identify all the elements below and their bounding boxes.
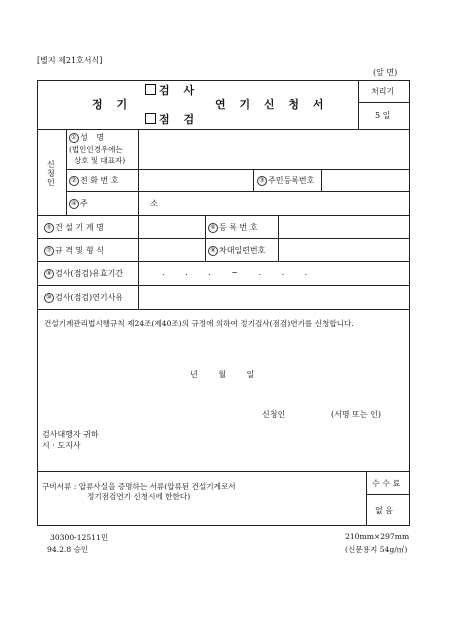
name-label-cell: ① 성 명 (법인인경우에는 상호 및 대표자) (66, 129, 139, 170)
resident-label-cell: ③ 주민등록번호 (253, 169, 322, 192)
checkbox-inspection[interactable] (145, 84, 156, 95)
footer-code: 30300-12511민 (50, 533, 109, 542)
footer-approval: 94.2.8 승인 (47, 545, 89, 554)
footer-size: 210mm×297mm (345, 532, 410, 541)
reg-label-cell: ⑥ 등 록 번 호 (205, 215, 279, 239)
phone-label-cell: ② 전 화 번 호 (66, 169, 139, 192)
processing-value: 5 일 (375, 111, 391, 120)
fee-value: 없 음 (375, 506, 393, 515)
fee-cell (366, 471, 409, 525)
name-label: 성 명 (80, 133, 107, 142)
form-id: [별지 제21호서식] (37, 56, 103, 65)
validity-label-cell: ⑨ 검사(점검)유효기간 (37, 261, 139, 286)
vin-input[interactable] (278, 238, 409, 262)
spec-input[interactable] (138, 238, 206, 262)
name-sub2: 상호 및 대표자) (74, 156, 126, 165)
resident-input[interactable] (321, 169, 409, 192)
signature-label: 신청인 (262, 410, 286, 419)
machine-name-label-cell: ⑤ 건 설 기 계 명 (37, 215, 139, 239)
fee-label: 수 수 료 (372, 479, 401, 488)
name-input[interactable] (138, 129, 409, 170)
name-sub1: (법인인경우에는 (69, 145, 123, 154)
address-label-cell: ④ 주 소 (66, 191, 139, 216)
address-label: 주 소 (80, 199, 188, 208)
title-option-inspection[interactable]: 검 사 (145, 82, 199, 98)
reg-label: 등 록 번 호 (219, 223, 258, 232)
resident-label: 주민등록번호 (268, 176, 315, 185)
machine-name-label: 건 설 기 계 명 (55, 223, 104, 232)
reg-input[interactable] (278, 215, 409, 239)
title-block (37, 80, 358, 129)
title-prefix: 정 기 (92, 98, 133, 111)
checkbox-check[interactable] (145, 113, 156, 124)
spec-label-cell: ⑦ 규 격 및 형 식 (37, 238, 139, 262)
documents-line1: 구비서류 : 압류사실을 증명하는 서류(압류된 건설기계로서 (42, 482, 236, 491)
vin-label: 차대일련번호 (219, 246, 266, 255)
recipient-line1: 검사대행자 귀하 (42, 430, 99, 439)
title-suffix: 연 기 신 청 서 (215, 98, 329, 111)
recipient-line2: 시 · 도지사 (42, 441, 81, 450)
statement-text: 건설기계관리법시행규칙 제24조(제40조)의 규정에 의하여 정기검사(점검)연기를 신청합니다. (44, 319, 354, 328)
reason-label: 검사(점검)연기사유 (55, 293, 124, 302)
processing-box (358, 80, 409, 129)
documents-cell (37, 471, 367, 525)
phone-label: 전 화 번 호 (80, 176, 119, 185)
reason-input[interactable] (138, 285, 409, 310)
validity-value: . . . ~ . . . (162, 268, 313, 277)
address-input[interactable] (138, 191, 409, 216)
validity-label: 검사(점검)유효기간 (55, 269, 124, 278)
machine-name-input[interactable] (138, 215, 206, 239)
applicant-section-label: 신청인 (47, 160, 55, 187)
reason-label-cell: ⑩ 검사(점검)연기사유 (37, 285, 139, 310)
validity-input[interactable] (138, 261, 409, 286)
processing-label: 처리기 (371, 87, 395, 96)
documents-line2: 정기점검연기 신청시에 한한다) (87, 492, 191, 501)
phone-input[interactable] (138, 169, 254, 192)
vin-label-cell: ⑧ 차대일련번호 (205, 238, 279, 262)
footer-paper: (신문용지 54g/㎡) (345, 545, 408, 554)
signature-note: (서명 또는 인) (331, 410, 381, 419)
title-option-check[interactable]: 점 검 (145, 111, 199, 127)
date-line: 년 월 일 (190, 370, 255, 379)
spec-label: 규 격 및 형 식 (55, 246, 104, 255)
page-side: (앞 면) (373, 68, 398, 77)
